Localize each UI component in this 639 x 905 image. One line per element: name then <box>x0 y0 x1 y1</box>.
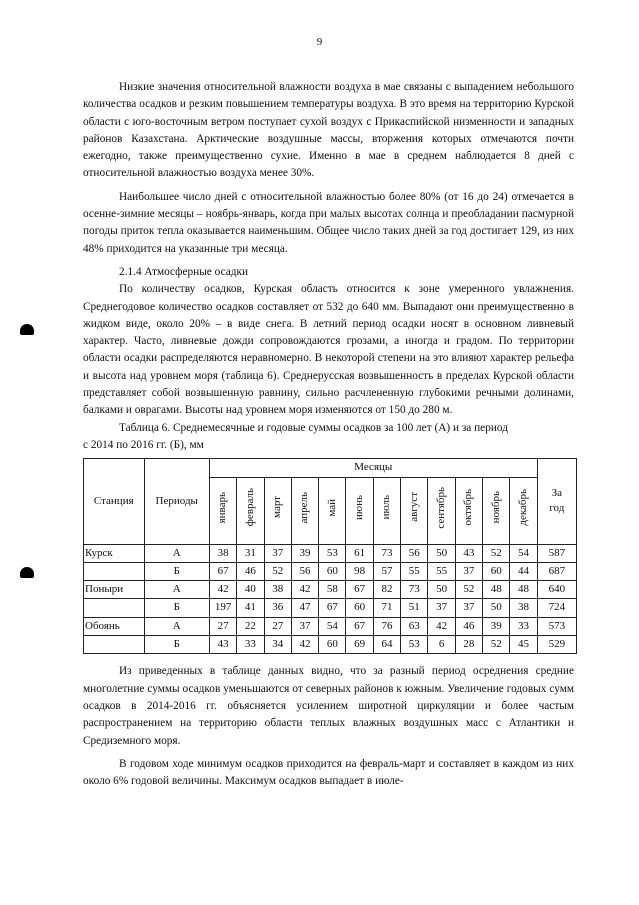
month-label: август <box>407 492 420 523</box>
table-row <box>84 617 577 635</box>
month-header <box>510 477 537 544</box>
table-body <box>84 544 577 654</box>
month-header <box>483 477 510 544</box>
period-cell: А <box>144 617 209 635</box>
station-cell <box>84 599 145 617</box>
month-label: ноябрь <box>489 491 502 524</box>
month-label: июнь <box>352 494 365 520</box>
table-row <box>84 599 577 617</box>
value-cell: 55 <box>401 562 428 580</box>
value-cell: 40 <box>237 581 264 599</box>
year-total-cell: 587 <box>537 544 576 562</box>
document-body <box>83 79 574 790</box>
month-header <box>237 477 264 544</box>
punch-hole-mark-upper <box>20 324 34 335</box>
paragraph-conclusion: Из приведенных в таблице данных видно, что за разный период осреднения средние многолетние суммы осадков уменьшаются от северных районов к южным. Увеличение годовых сумм осадков в 2014-2016 гг. объясняется усилением широтной циркуляции и более частым распространением на территорию области теплых влажных воздушных масс с Атлантики и Средиземного моря. <box>83 665 574 747</box>
month-header <box>291 477 318 544</box>
header-periods: Периоды <box>144 459 209 544</box>
period-cell: Б <box>144 599 209 617</box>
value-cell: 37 <box>264 544 291 562</box>
value-cell: 38 <box>209 544 236 562</box>
value-cell: 46 <box>237 562 264 580</box>
table-caption-line-2: с 2014 по 2016 гг. (Б), мм <box>83 438 204 451</box>
station-cell: Поныри <box>84 581 145 599</box>
value-cell: 60 <box>483 562 510 580</box>
value-cell: 56 <box>291 562 318 580</box>
precipitation-table <box>83 458 577 654</box>
value-cell: 47 <box>291 599 318 617</box>
table-row <box>84 581 577 599</box>
month-label: январь <box>216 491 229 524</box>
value-cell: 60 <box>319 636 346 654</box>
value-cell: 38 <box>264 581 291 599</box>
value-cell: 56 <box>401 544 428 562</box>
value-cell: 43 <box>209 636 236 654</box>
value-cell: 42 <box>428 617 455 635</box>
value-cell: 43 <box>455 544 482 562</box>
value-cell: 98 <box>346 562 373 580</box>
value-cell: 76 <box>373 617 400 635</box>
value-cell: 50 <box>483 599 510 617</box>
month-header <box>455 477 482 544</box>
value-cell: 52 <box>483 636 510 654</box>
page-number: 9 <box>316 36 323 48</box>
value-cell: 53 <box>401 636 428 654</box>
value-cell: 50 <box>428 544 455 562</box>
month-label: сентябрь <box>434 486 447 529</box>
value-cell: 37 <box>428 599 455 617</box>
station-cell <box>84 562 145 580</box>
value-cell: 6 <box>428 636 455 654</box>
value-cell: 31 <box>237 544 264 562</box>
month-header <box>373 477 400 544</box>
value-cell: 52 <box>455 581 482 599</box>
month-label: апрель <box>298 491 311 524</box>
value-cell: 73 <box>401 581 428 599</box>
value-cell: 73 <box>373 544 400 562</box>
value-cell: 48 <box>510 581 537 599</box>
month-label: декабрь <box>516 489 529 526</box>
value-cell: 51 <box>401 599 428 617</box>
year-total-cell: 529 <box>537 636 576 654</box>
value-cell: 46 <box>455 617 482 635</box>
value-cell: 39 <box>291 544 318 562</box>
table-row <box>84 636 577 654</box>
value-cell: 45 <box>510 636 537 654</box>
month-header <box>319 477 346 544</box>
value-cell: 48 <box>483 581 510 599</box>
value-cell: 60 <box>319 562 346 580</box>
value-cell: 82 <box>373 581 400 599</box>
section-heading: 2.1.4 Атмосферные осадки <box>119 265 249 278</box>
table-header-row-top <box>84 459 577 477</box>
station-cell <box>84 636 145 654</box>
paragraph-precipitation: По количеству осадков, Курская область относится к зоне умеренного увлажнения. Среднегодовое количество осадков составляет от 532 до 640 мм. Выпадают они преимущественно в жидком виде, около 20% – в виде снега. В летний период осадки носят в основном ливневый характер. Часто, ливневые дожди сопровождаются грозами, а иногда и градом. По территории области осадки распределяются неравномерно. В некоторой степени на это влияют характер рельефа и высота над уровнем моря (таблица 6). Среднерусская возвышенность в пределах Курской области представляет собой возвышенную равнину, сильно расчлененную глубокими речными долинами, балками и оврагами. Высоты над уровнем моря изменяются от 150 до 280 м. <box>83 283 574 417</box>
value-cell: 71 <box>373 599 400 617</box>
paragraph-humidity-may: Низкие значения относительной влажности воздуха в мае связаны с выпадением небольшого количества осадков и резким повышением температуры воздуха. В это время на территорию Курской области с юго-восточным ветром поступает сухой воздух с Прикаспийской низменности и западных районов Казахстана. Арктические воздушные массы, вторжения которых отмечаются почти ежегодно, также преимущественно сухие. Именно в мае в среднем наблюдается 8 дней с относительной влажностью воздуха менее 30%. <box>83 81 574 180</box>
header-station: Станция <box>84 459 145 544</box>
value-cell: 58 <box>319 581 346 599</box>
period-cell: А <box>144 544 209 562</box>
punch-hole-mark-lower <box>20 567 34 578</box>
value-cell: 34 <box>264 636 291 654</box>
month-header <box>346 477 373 544</box>
value-cell: 42 <box>291 636 318 654</box>
month-header <box>264 477 291 544</box>
value-cell: 67 <box>209 562 236 580</box>
paragraph-humidity-autumn: Наибольшее число дней с относительной влажностью более 80% (от 16 до 24) отмечается в осенне-зимние месяцы – ноябрь-январь, когда при малых высотах солнца и преобладании пасмурной погоды приток тепла оказывается наименьшим. Общее число таких дней за год достигает 129, из них 48% приходится на указанные три месяца. <box>83 190 574 255</box>
value-cell: 42 <box>209 581 236 599</box>
value-cell: 67 <box>346 617 373 635</box>
value-cell: 27 <box>264 617 291 635</box>
value-cell: 50 <box>428 581 455 599</box>
station-cell: Курск <box>84 544 145 562</box>
period-cell: Б <box>144 636 209 654</box>
value-cell: 38 <box>510 599 537 617</box>
month-label: июль <box>380 495 393 520</box>
value-cell: 67 <box>346 581 373 599</box>
value-cell: 28 <box>455 636 482 654</box>
value-cell: 54 <box>510 544 537 562</box>
period-cell: А <box>144 581 209 599</box>
value-cell: 39 <box>483 617 510 635</box>
month-label: февраль <box>243 488 256 527</box>
value-cell: 41 <box>237 599 264 617</box>
value-cell: 52 <box>483 544 510 562</box>
value-cell: 42 <box>291 581 318 599</box>
year-total-cell: 640 <box>537 581 576 599</box>
value-cell: 55 <box>428 562 455 580</box>
value-cell: 67 <box>319 599 346 617</box>
month-label: октябрь <box>462 489 475 526</box>
value-cell: 33 <box>510 617 537 635</box>
month-header <box>428 477 455 544</box>
header-year-label: За год <box>549 486 565 514</box>
year-total-cell: 573 <box>537 617 576 635</box>
value-cell: 36 <box>264 599 291 617</box>
period-cell: Б <box>144 562 209 580</box>
month-label: май <box>325 498 338 517</box>
year-total-cell: 724 <box>537 599 576 617</box>
value-cell: 54 <box>319 617 346 635</box>
month-label: март <box>271 496 284 519</box>
value-cell: 63 <box>401 617 428 635</box>
header-months: Месяцы <box>209 459 537 477</box>
value-cell: 52 <box>264 562 291 580</box>
year-total-cell: 687 <box>537 562 576 580</box>
value-cell: 37 <box>455 562 482 580</box>
value-cell: 33 <box>237 636 264 654</box>
value-cell: 37 <box>455 599 482 617</box>
station-cell: Обоянь <box>84 617 145 635</box>
value-cell: 60 <box>346 599 373 617</box>
month-header <box>401 477 428 544</box>
value-cell: 44 <box>510 562 537 580</box>
table-row <box>84 544 577 562</box>
month-header <box>209 477 236 544</box>
value-cell: 69 <box>346 636 373 654</box>
value-cell: 64 <box>373 636 400 654</box>
value-cell: 61 <box>346 544 373 562</box>
table-row <box>84 562 577 580</box>
header-year <box>537 459 576 544</box>
paragraph-annual-cycle: В годовом ходе минимум осадков приходится на февраль-март и составляет в каждом из них около 6% годовой величины. Максимум осадков выпадает в июле- <box>83 757 574 788</box>
value-cell: 22 <box>237 617 264 635</box>
value-cell: 27 <box>209 617 236 635</box>
value-cell: 57 <box>373 562 400 580</box>
value-cell: 53 <box>319 544 346 562</box>
value-cell: 37 <box>291 617 318 635</box>
table-caption-line-1: Таблица 6. Среднемесячные и годовые суммы осадков за 100 лет (А) и за период <box>119 421 508 434</box>
value-cell: 197 <box>209 599 236 617</box>
